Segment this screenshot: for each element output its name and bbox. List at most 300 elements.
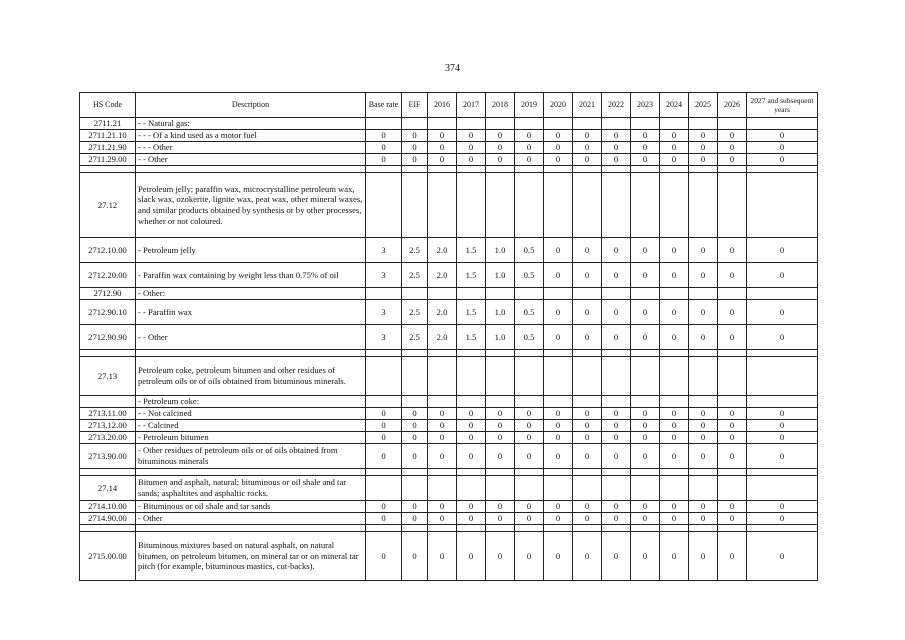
hs-code-cell: 2713.11.00: [80, 408, 136, 420]
rate-cell: 0: [366, 532, 402, 581]
spacer-cell: [544, 350, 573, 357]
rate-cell: 0: [689, 444, 718, 469]
rate-cell: [631, 118, 660, 130]
rate-cell: 0: [428, 444, 457, 469]
rate-cell: [573, 173, 602, 238]
rate-cell: 0: [747, 432, 818, 444]
rate-cell: 0: [573, 444, 602, 469]
rate-cell: [428, 357, 457, 396]
rate-cell: 0: [544, 501, 573, 513]
rate-cell: [689, 288, 718, 300]
rate-cell: 0: [602, 263, 631, 288]
rate-cell: [747, 357, 818, 396]
column-header: 2020: [544, 93, 573, 118]
rate-cell: [718, 476, 747, 501]
rate-cell: 0: [631, 420, 660, 432]
spacer-cell: [573, 350, 602, 357]
rate-cell: [457, 173, 486, 238]
rate-cell: 0: [689, 325, 718, 350]
rate-cell: [660, 118, 689, 130]
rate-cell: [718, 118, 747, 130]
rate-cell: 0: [602, 444, 631, 469]
rate-cell: [457, 288, 486, 300]
rate-cell: 2.5: [402, 325, 428, 350]
spacer-cell: [544, 166, 573, 173]
spacer-cell: [515, 350, 544, 357]
rate-cell: [631, 396, 660, 408]
rate-cell: 0: [544, 130, 573, 142]
spacer-cell: [428, 166, 457, 173]
rate-cell: [544, 396, 573, 408]
spacer-cell: [602, 525, 631, 532]
rate-cell: [515, 288, 544, 300]
table-header-row: [80, 93, 818, 118]
description-cell: - - Calcined: [136, 420, 366, 432]
rate-cell: 0: [428, 142, 457, 154]
rate-cell: 0: [718, 142, 747, 154]
rate-cell: 0: [366, 420, 402, 432]
rate-cell: 0: [573, 142, 602, 154]
rate-cell: [366, 396, 402, 408]
spacer-cell: [80, 525, 136, 532]
hs-code-cell: 2712.90: [80, 288, 136, 300]
rate-cell: 0: [457, 532, 486, 581]
rate-cell: 3: [366, 263, 402, 288]
rate-cell: 0: [718, 130, 747, 142]
rate-cell: 0: [689, 513, 718, 525]
description-cell: - Paraffin wax containing by weight less than 0.75% of oil: [136, 263, 366, 288]
spacer-cell: [136, 525, 366, 532]
rate-cell: [428, 288, 457, 300]
rate-cell: [515, 173, 544, 238]
rate-cell: 0: [689, 420, 718, 432]
rate-cell: [660, 173, 689, 238]
rate-cell: 2.0: [428, 263, 457, 288]
rate-cell: 0: [515, 513, 544, 525]
table-row: [80, 513, 818, 525]
rate-cell: 0: [660, 420, 689, 432]
rate-cell: 0: [428, 420, 457, 432]
rate-cell: [402, 357, 428, 396]
rate-cell: 0: [689, 263, 718, 288]
rate-cell: 0: [747, 263, 818, 288]
hs-code-cell: 27.12: [80, 173, 136, 238]
table-row: [80, 432, 818, 444]
hs-code-cell: 2713.90.00: [80, 444, 136, 469]
rate-cell: 1.0: [486, 300, 515, 325]
table-row: [80, 118, 818, 130]
spacer-cell: [80, 469, 136, 476]
rate-cell: 0: [366, 432, 402, 444]
rate-cell: [486, 173, 515, 238]
description-cell: - - Other: [136, 154, 366, 166]
rate-cell: 2.0: [428, 300, 457, 325]
spacer-cell: [689, 525, 718, 532]
description-cell: - Petroleum coke:: [136, 396, 366, 408]
rate-cell: [366, 476, 402, 501]
rate-cell: 0: [573, 263, 602, 288]
rate-cell: [428, 173, 457, 238]
rate-cell: 0: [544, 325, 573, 350]
hs-code-cell: 2714.10.00: [80, 501, 136, 513]
column-header: 2019: [515, 93, 544, 118]
rate-cell: 0: [428, 130, 457, 142]
rate-cell: 0: [747, 420, 818, 432]
rate-cell: [631, 173, 660, 238]
hs-code-cell: 2711.21: [80, 118, 136, 130]
rate-cell: 3: [366, 300, 402, 325]
rate-cell: [402, 396, 428, 408]
rate-cell: [602, 118, 631, 130]
spacer-cell: [80, 350, 136, 357]
rate-cell: 0: [718, 408, 747, 420]
rate-cell: 0: [402, 432, 428, 444]
rate-cell: [366, 118, 402, 130]
rate-cell: 0: [602, 142, 631, 154]
rate-cell: 0: [515, 432, 544, 444]
rate-cell: [402, 288, 428, 300]
description-cell: - - - Of a kind used as a motor fuel: [136, 130, 366, 142]
rate-cell: 0: [457, 420, 486, 432]
spacer-cell: [660, 525, 689, 532]
table-row: [80, 476, 818, 501]
spacer-cell: [457, 350, 486, 357]
column-header: 2027 and subsequent years: [747, 93, 818, 118]
rate-cell: 3: [366, 325, 402, 350]
rate-cell: 0: [602, 432, 631, 444]
spacer-cell: [602, 350, 631, 357]
rate-cell: 1.0: [486, 238, 515, 263]
rate-cell: 0: [402, 420, 428, 432]
spacer-cell: [718, 525, 747, 532]
rate-cell: 0: [573, 408, 602, 420]
hs-code-cell: 27.13: [80, 357, 136, 396]
table-row: [80, 300, 818, 325]
rate-cell: 0: [689, 154, 718, 166]
rate-cell: 0: [544, 432, 573, 444]
rate-cell: 0: [660, 238, 689, 263]
spacer-cell: [486, 350, 515, 357]
column-header: EIF: [402, 93, 428, 118]
spacer-cell: [428, 525, 457, 532]
spacer-cell: [515, 469, 544, 476]
rate-cell: 0: [631, 263, 660, 288]
rate-cell: 0: [366, 408, 402, 420]
spacer-cell: [366, 166, 402, 173]
rate-cell: 0: [573, 130, 602, 142]
column-header: 2018: [486, 93, 515, 118]
column-header: 2026: [718, 93, 747, 118]
rate-cell: 0: [747, 154, 818, 166]
rate-cell: 0: [631, 238, 660, 263]
hs-code-cell: 2714.90.00: [80, 513, 136, 525]
rate-cell: [631, 476, 660, 501]
spacer-cell: [515, 525, 544, 532]
rate-cell: [573, 476, 602, 501]
rate-cell: [660, 357, 689, 396]
rate-cell: 0: [689, 432, 718, 444]
rate-cell: 0: [602, 325, 631, 350]
rate-cell: [544, 173, 573, 238]
rate-cell: 0: [402, 142, 428, 154]
rate-cell: 0: [689, 501, 718, 513]
rate-cell: 0: [402, 130, 428, 142]
rate-cell: 0: [486, 154, 515, 166]
rate-cell: [457, 396, 486, 408]
rate-cell: 0: [402, 444, 428, 469]
spacer-cell: [402, 525, 428, 532]
rate-cell: [602, 173, 631, 238]
rate-cell: 0: [428, 513, 457, 525]
rate-cell: 0: [689, 408, 718, 420]
spacer-cell: [544, 525, 573, 532]
rate-cell: [602, 288, 631, 300]
table-row: [80, 532, 818, 581]
table-row: [80, 396, 818, 408]
table-row: [80, 238, 818, 263]
rate-cell: 0: [486, 501, 515, 513]
rate-cell: 0: [660, 501, 689, 513]
rate-cell: 0: [366, 130, 402, 142]
hs-code-cell: 2712.90.90: [80, 325, 136, 350]
rate-cell: [689, 476, 718, 501]
rate-cell: 1.0: [486, 263, 515, 288]
spacer-cell: [747, 469, 818, 476]
rate-cell: 0: [573, 238, 602, 263]
hs-code-cell: 2713.12.00: [80, 420, 136, 432]
rate-cell: [366, 357, 402, 396]
spacer-cell: [573, 525, 602, 532]
spacer-cell: [366, 469, 402, 476]
spacer-cell: [689, 469, 718, 476]
rate-cell: 0: [573, 325, 602, 350]
rate-cell: 0: [631, 300, 660, 325]
rate-cell: 0: [573, 532, 602, 581]
table-row: [80, 444, 818, 469]
description-cell: Bitumen and asphalt, natural; bituminous or oil shale and tar sands; asphaltites and asphaltic rocks.: [136, 476, 366, 501]
description-cell: - - Paraffin wax: [136, 300, 366, 325]
spacer-row: [80, 469, 818, 476]
table-row: [80, 130, 818, 142]
rate-cell: 0: [544, 444, 573, 469]
spacer-cell: [428, 469, 457, 476]
spacer-cell: [718, 166, 747, 173]
rate-cell: [602, 396, 631, 408]
rate-cell: 0: [366, 444, 402, 469]
rate-cell: 0: [457, 154, 486, 166]
rate-cell: 0: [515, 501, 544, 513]
rate-cell: 0: [428, 501, 457, 513]
rate-cell: [457, 476, 486, 501]
hs-code-cell: 2715.00.00: [80, 532, 136, 581]
rate-cell: 0: [718, 432, 747, 444]
rate-cell: [660, 476, 689, 501]
rate-cell: 0: [631, 532, 660, 581]
rate-cell: [457, 118, 486, 130]
rate-cell: [515, 396, 544, 408]
table-row: [80, 263, 818, 288]
rate-cell: [402, 173, 428, 238]
spacer-cell: [689, 350, 718, 357]
rate-cell: 0: [573, 420, 602, 432]
table-row: [80, 408, 818, 420]
rate-cell: [718, 173, 747, 238]
rate-cell: [366, 173, 402, 238]
spacer-cell: [631, 525, 660, 532]
rate-cell: 0: [718, 325, 747, 350]
rate-cell: 0: [602, 130, 631, 142]
rate-cell: 0: [718, 501, 747, 513]
hs-code-cell: [80, 396, 136, 408]
rate-cell: 0: [515, 130, 544, 142]
rate-cell: 0: [544, 513, 573, 525]
spacer-cell: [457, 469, 486, 476]
rate-cell: 0: [366, 154, 402, 166]
rate-cell: 0: [544, 532, 573, 581]
rate-cell: [689, 118, 718, 130]
rate-cell: 0: [660, 300, 689, 325]
table-row: [80, 288, 818, 300]
rate-cell: 0: [544, 408, 573, 420]
spacer-cell: [428, 350, 457, 357]
rate-cell: 0: [486, 142, 515, 154]
rate-cell: 2.0: [428, 325, 457, 350]
rate-cell: 0: [602, 420, 631, 432]
page-number: 374: [445, 63, 460, 74]
rate-cell: 0.5: [515, 300, 544, 325]
description-cell: - - Natural gas:: [136, 118, 366, 130]
rate-cell: 0: [366, 142, 402, 154]
rate-cell: 0: [660, 130, 689, 142]
rate-cell: 0: [515, 408, 544, 420]
rate-cell: 0: [573, 501, 602, 513]
rate-cell: 0: [631, 432, 660, 444]
rate-cell: 0: [602, 154, 631, 166]
rate-cell: 0: [486, 444, 515, 469]
rate-cell: 0: [660, 408, 689, 420]
rate-cell: 0: [660, 532, 689, 581]
column-header: 2016: [428, 93, 457, 118]
spacer-cell: [718, 469, 747, 476]
rate-cell: 1.0: [486, 325, 515, 350]
rate-cell: 0: [428, 154, 457, 166]
spacer-cell: [457, 525, 486, 532]
rate-cell: 0: [366, 501, 402, 513]
rate-cell: 0: [486, 408, 515, 420]
rate-cell: [602, 476, 631, 501]
rate-cell: 0: [515, 154, 544, 166]
spacer-cell: [631, 469, 660, 476]
spacer-cell: [544, 469, 573, 476]
spacer-cell: [631, 350, 660, 357]
rate-cell: [486, 357, 515, 396]
table-row: [80, 420, 818, 432]
table-row: [80, 501, 818, 513]
rate-cell: 0: [457, 142, 486, 154]
rate-cell: 0: [631, 142, 660, 154]
rate-cell: 0: [747, 300, 818, 325]
rate-cell: 0: [457, 408, 486, 420]
rate-cell: 0: [544, 154, 573, 166]
spacer-cell: [660, 350, 689, 357]
spacer-cell: [402, 350, 428, 357]
rate-cell: [486, 476, 515, 501]
rate-cell: 2.5: [402, 238, 428, 263]
rate-cell: 0: [486, 513, 515, 525]
spacer-cell: [136, 469, 366, 476]
rate-cell: 0: [544, 420, 573, 432]
description-cell: - Petroleum bitumen: [136, 432, 366, 444]
rate-cell: [515, 476, 544, 501]
spacer-cell: [747, 166, 818, 173]
rate-cell: [573, 357, 602, 396]
rate-cell: [660, 288, 689, 300]
rate-cell: 0: [602, 501, 631, 513]
rate-cell: 1.5: [457, 238, 486, 263]
rate-cell: 0: [660, 513, 689, 525]
rate-cell: 0: [602, 408, 631, 420]
rate-cell: 0: [573, 513, 602, 525]
hs-code-cell: 2712.20.00: [80, 263, 136, 288]
rate-cell: 0: [689, 300, 718, 325]
rate-cell: [747, 118, 818, 130]
rate-cell: 0: [428, 432, 457, 444]
rate-cell: 0: [515, 444, 544, 469]
rate-cell: 2.0: [428, 238, 457, 263]
spacer-cell: [80, 166, 136, 173]
rate-cell: 1.5: [457, 325, 486, 350]
tariff-schedule-table: [79, 92, 818, 581]
rate-cell: 0: [689, 238, 718, 263]
rate-cell: 0: [515, 420, 544, 432]
rate-cell: 0: [515, 532, 544, 581]
rate-cell: 0: [747, 444, 818, 469]
rate-cell: 0.5: [515, 325, 544, 350]
rate-cell: 0: [660, 432, 689, 444]
rate-cell: 0.5: [515, 238, 544, 263]
rate-cell: [747, 173, 818, 238]
rate-cell: [602, 357, 631, 396]
hs-code-cell: 2711.21.10: [80, 130, 136, 142]
column-header: Base rate: [366, 93, 402, 118]
rate-cell: [486, 118, 515, 130]
description-cell: - Bituminous or oil shale and tar sands: [136, 501, 366, 513]
rate-cell: [747, 476, 818, 501]
rate-cell: 0: [689, 130, 718, 142]
rate-cell: 0: [631, 154, 660, 166]
rate-cell: 0: [747, 142, 818, 154]
rate-cell: [515, 357, 544, 396]
spacer-cell: [573, 166, 602, 173]
rate-cell: 0: [747, 130, 818, 142]
column-header: 2021: [573, 93, 602, 118]
spacer-cell: [689, 166, 718, 173]
rate-cell: 0: [428, 408, 457, 420]
spacer-cell: [486, 525, 515, 532]
rate-cell: [573, 288, 602, 300]
hs-code-cell: 2711.21.90: [80, 142, 136, 154]
rate-cell: 0: [402, 532, 428, 581]
rate-cell: 0: [718, 513, 747, 525]
rate-cell: [428, 118, 457, 130]
rate-cell: 2.5: [402, 300, 428, 325]
table-row: [80, 154, 818, 166]
column-header: 2025: [689, 93, 718, 118]
spacer-cell: [486, 166, 515, 173]
rate-cell: 0: [660, 444, 689, 469]
description-cell: - - Not calcined: [136, 408, 366, 420]
rate-cell: [718, 357, 747, 396]
